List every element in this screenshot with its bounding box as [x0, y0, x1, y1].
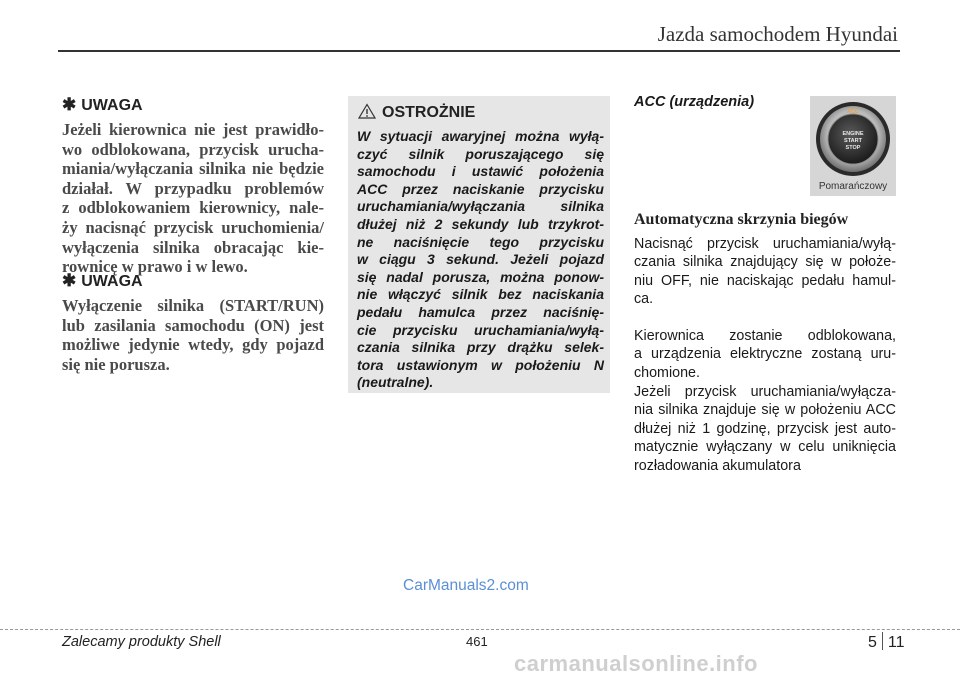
- footer-rule: [0, 629, 960, 630]
- warning-triangle-icon: [358, 103, 376, 119]
- asterisk-icon: ✱: [62, 271, 77, 290]
- button-label-start: START: [844, 138, 862, 144]
- note-text-1: [62, 120, 324, 277]
- text-line: Kierownica zostanie odblokowana,: [634, 328, 896, 344]
- note-heading-2: ✱ UWAGA: [62, 271, 143, 290]
- page-number: 461: [466, 634, 488, 649]
- text-line: miania/wyłączania silnika nie będzie: [62, 159, 324, 179]
- acc-paragraph-1: [634, 235, 896, 309]
- text-line: ACC przez naciskanie przycisku: [357, 180, 604, 197]
- text-line: Nacisnąć przycisk uruchamiania/wyłą-: [634, 236, 896, 252]
- caution-text: [357, 128, 604, 392]
- acc-paragraph-3: [634, 383, 896, 475]
- asterisk-icon: ✱: [62, 95, 77, 114]
- note-heading-1: ✱ UWAGA: [62, 95, 143, 114]
- text-line: (neutralne).: [357, 374, 434, 391]
- text-line: ca.: [634, 291, 654, 308]
- text-line: W sytuacji awaryjnej można wyłą-: [357, 128, 604, 144]
- text-line: możliwe jedynie wtedy, gdy pojazd: [62, 335, 324, 355]
- text-line: wo odblokowana, przycisk urucha-: [62, 139, 324, 159]
- header-rule: [58, 50, 900, 52]
- text-line: tora ustawionym w położeniu N: [357, 356, 604, 373]
- text-line: chomione.: [634, 364, 700, 381]
- text-line: się nadal porusza, można ponow-: [357, 268, 604, 285]
- section-divider: [882, 632, 883, 650]
- photo-caption: Pomarańczowy: [818, 181, 888, 192]
- text-line: dłużej niż 1 godzinę, przycisk jest auto-: [634, 420, 896, 437]
- text-line: działał. W przypadku problemów: [62, 178, 324, 198]
- button-label-engine: ENGINE: [842, 131, 864, 137]
- section-number: 5: [868, 634, 877, 651]
- text-line: a urządzenia elektryczne zostaną uru-: [634, 346, 896, 363]
- acc-indicator-label: ACC: [847, 109, 859, 115]
- text-line: Jeżeli kierownica nie jest prawidło-: [62, 120, 324, 139]
- text-line: rownicę w prawo i w lewo.: [62, 257, 248, 277]
- text-line: czyć silnik poruszającego się: [357, 145, 604, 162]
- section-page-indicator: [868, 632, 905, 652]
- caution-heading: OSTROŻNIE: [358, 103, 475, 122]
- text-line: niu OFF, nie naciskając pedału hamul-: [634, 272, 896, 289]
- text-line: uruchamiania/wyłączania silnika: [357, 198, 604, 215]
- carmanuals-watermark[interactable]: CarManuals2.com: [403, 577, 529, 594]
- acc-paragraph-2: [634, 327, 896, 382]
- text-line: Wyłączenie silnika (START/RUN): [62, 296, 324, 315]
- site-watermark[interactable]: carmanualsonline.info: [514, 651, 758, 676]
- page-header-title: Jazda samochodem Hyundai: [657, 22, 898, 46]
- acc-section-title: ACC (urządzenia): [634, 94, 755, 110]
- text-line: samochodu i ustawić położenia: [357, 163, 604, 180]
- text-line: Jeżeli przycisk uruchamiania/wyłącza-: [634, 384, 896, 400]
- text-line: się nie porusza.: [62, 354, 170, 374]
- text-line: dłużej niż 2 sekundy lub trzykrot-: [357, 215, 604, 232]
- text-line: ne naciśnięcie tego przycisku: [357, 233, 604, 250]
- text-line: w ciągu 3 sekund. Jeżeli pojazd: [357, 251, 604, 268]
- text-line: ży nacisnąć przycisk uruchomienia/: [62, 217, 324, 237]
- text-line: wyłączenia silnika obracając kie-: [62, 237, 324, 257]
- text-line: cie przycisku uruchamiania/wyłą-: [357, 321, 604, 338]
- footer-slogan: Zalecamy produkty Shell: [62, 634, 221, 650]
- text-line: pedału hamulca przez naciśnię-: [357, 303, 604, 320]
- text-line: z odblokowaniem kierownicy, nale-: [62, 198, 324, 218]
- section-page-number: 11: [887, 634, 905, 651]
- text-line: czania silnika przy drążku selek-: [357, 339, 604, 356]
- text-line: rozładowania akumulatora: [634, 457, 801, 474]
- text-line: nie włączyć silnik bez naciskania: [357, 286, 604, 303]
- text-line: czania silnika znajdujący się w położe-: [634, 254, 896, 271]
- automatic-gearbox-subheading: Automatyczna skrzynia biegów: [634, 211, 849, 228]
- text-line: nia silnika znajduje się w położeniu ACC: [634, 402, 896, 419]
- note-text-2: [62, 296, 324, 374]
- text-line: matycznie wyłączany w celu uniknięcia: [634, 439, 896, 456]
- text-line: lub zasilania samochodu (ON) jest: [62, 315, 324, 335]
- button-label-stop: STOP: [845, 145, 861, 151]
